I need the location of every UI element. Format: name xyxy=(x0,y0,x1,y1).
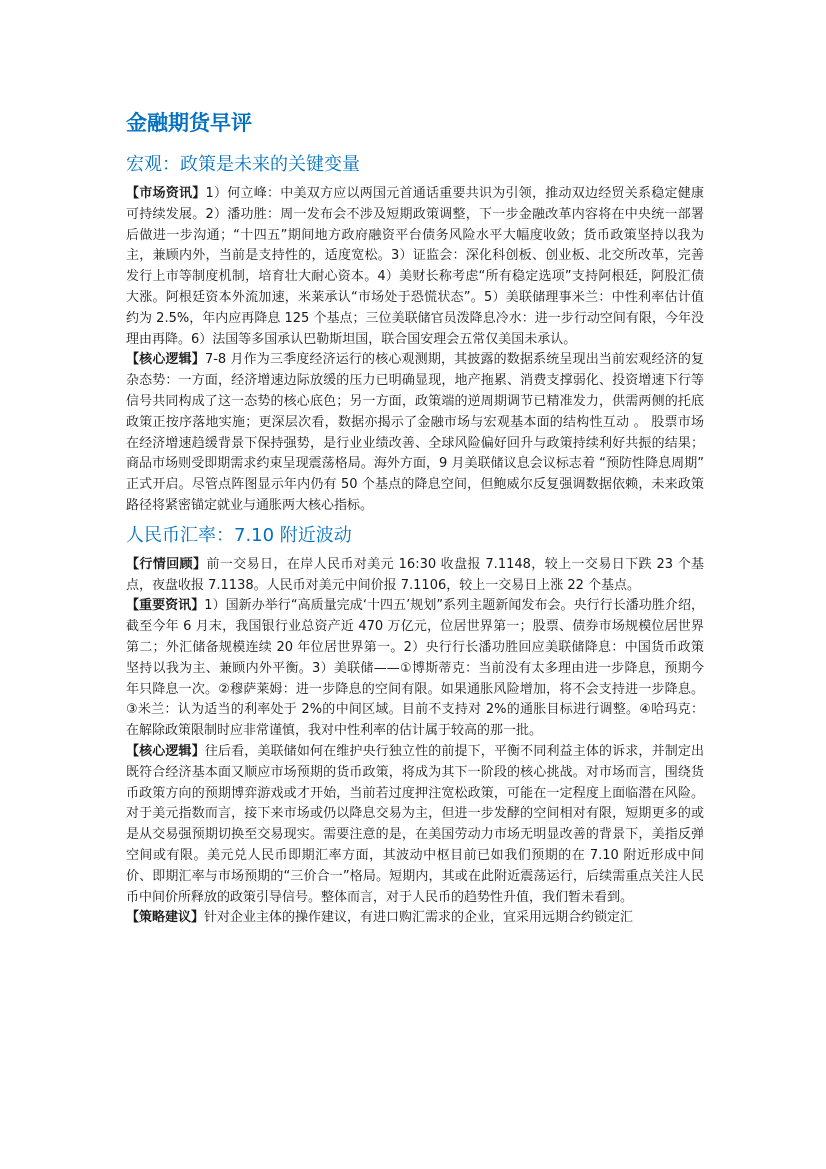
paragraph-text: 7-8 月作为三季度经济运行的核心观测期，其披露的数据系统呈现出当前宏观经济的复杂态势：一方面，经济增速边际放缓的压力已明确显现，地产拖累、消费支撑弱化、投资增速下行等信号共同构成了这一态势的核心底色；另一方面，政策端的逆周期调节已精准发力，供需两侧的托底政策正按序落地实施；更深层次看，数据亦揭示了金融市场与宏观基本面的结构性互动 。 股票市场在经济增速趋缓背景下保持强势，是行业业绩改善、全球风险偏好回升与政策持续利好共振的结果；商品市场则受即期需求约束呈现震荡格局。海外方面，9 月美联储议息会议标志着 “预防性降息周期” 正式开启。尽管点阵图显示年内仍有 50 个基点的降息空间，但鲍威尔反复强调数据依赖，未来政策路径将紧密锚定就业与通胀两大核心指标。 xyxy=(126,352,704,513)
paragraph-tag: 【市场资讯】 xyxy=(126,186,206,201)
paragraph-text: 往后看，美联储如何在维护央行独立性的前提下，平衡不同利益主体的诉求，并制定出既符合经济基本面又顺应市场预期的货币政策，将成为其下一阶段的核心挑战。对市场而言，围绕货币政策方向的预期博弈游戏或才开始，当前若过度押注宽松政策，可能在一定程度上面临潜在风险。对于美元指数而言，接下来市场或仍以降息交易为主，但进一步发酵的空间相对有限，短期更多的或是从交易强预期切换至交易现实。需要注意的是，在美国劳动力市场无明显改善的背景下，美指反弹空间或有限。美元兑人民币即期汇率方面，其波动中枢目前已如我们预期的在 7.10 附近形成中间价、即期汇率与市场预期的“三价合一”格局。短期内，其或在此附近震荡运行，后续需重点关注人民币中间价所释放的政策引导信号。整体而言，对于人民币的趋势性升值，我们暂未看到。 xyxy=(126,743,704,905)
document-body xyxy=(126,108,704,929)
paragraph-important-news xyxy=(126,596,704,742)
paragraph-tag: 【核心逻辑】 xyxy=(126,743,205,759)
paragraph-market-news xyxy=(126,184,704,350)
paragraph-text: 1）何立峰：中美双方应以两国元首通话重要共识为引领，推动双边经贸关系稳定健康可持续发展。2）潘功胜：周一发布会不涉及短期政策调整，下一步金融改革内容将在中央统一部署后做进一步沟通；“十四五”期间地方政府融资平台债务风险水平大幅度收敛；货币政策坚持以我为主，兼顾内外，当前是支持性的，适度宽松。3）证监会：深化科创板、创业板、北交所改革，完善发行上市等制度机制，培育壮大耐心资本。4）美财长称考虑“所有稳定选项”支持阿根廷，阿股汇债大涨。阿根廷资本外流加速，米莱承认“市场处于恐慌状态”。5）美联储理事米兰：中性利率估计值约为 2.5%，年内应再降息 125 个基点；三位美联储官员泼降息冷水：进一步行动空间有限，今年没理由再降。6）法国等多国承认巴勒斯坦国，联合国安理会五常仅美国未承认。 xyxy=(126,186,704,347)
paragraph-core-logic-rmb xyxy=(126,742,704,908)
document-title: 金融期货早评 xyxy=(126,111,252,135)
paragraph-tag: 【重要资讯】 xyxy=(126,598,205,614)
paragraph-strategy xyxy=(126,908,704,929)
section-heading-macro: 宏观：政策是未来的关键变量 xyxy=(126,154,360,175)
paragraph-text: 前一交易日，在岸人民币对美元 16:30 收盘报 7.1148，较上一交易日下跌 23 个基点，夜盘收报 7.1138。人民币对美元中间价报 7.1106，较上一交易日上涨 22 个基点。 xyxy=(126,556,704,593)
section-heading-rmb: 人民币汇率：7.10 附近波动 xyxy=(126,524,352,546)
paragraph-core-logic xyxy=(126,350,704,516)
paragraph-text: 1）国新办举行“高质量完成‘十四五’规划”系列主题新闻发布会。央行行长潘功胜介绍，截至今年 6 月末，我国银行业总资产近 470 万亿元，位居世界第一；股票、债券市场规模位居世界第二；外汇储备规模连续 20 年位居世界第一。2）央行行长潘功胜回应美联储降息：中国货币政策坚持以我为主、兼顾内外平衡。3）美联储——①博斯蒂克：当前没有太多理由进一步降息，预期今年只降息一次。②穆萨莱姆：进一步降息的空间有限。如果通胀风险增加，将不会支持进一步降息。③米兰：认为适当的利率处于 2%的中间区域。目前不支持对 2%的通胀目标进行调整。④哈玛克：在解除政策限制时应非常谨慎，我对中性利率的估计属于较高的那一批。 xyxy=(126,598,704,739)
paragraph-tag: 【行情回顾】 xyxy=(126,556,207,572)
paragraph-text: 针对企业主体的操作建议，有进口购汇需求的企业，宜采用远期合约锁定汇 xyxy=(204,910,634,926)
paragraph-tag: 【核心逻辑】 xyxy=(126,352,205,368)
paragraph-tag: 【策略建议】 xyxy=(126,910,205,926)
paragraph-market-review xyxy=(126,555,704,597)
